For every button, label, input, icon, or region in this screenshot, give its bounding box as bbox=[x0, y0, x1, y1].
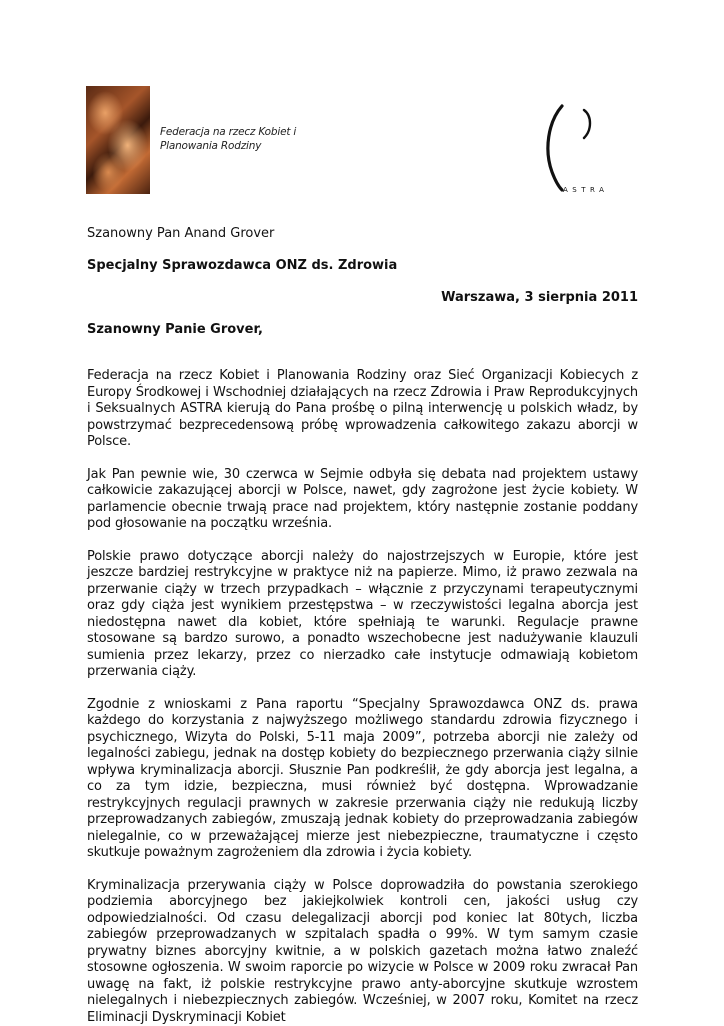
astra-wordmark: ASTRA bbox=[563, 186, 608, 194]
letter-body bbox=[87, 226, 638, 1026]
paragraph-4: Zgodnie z wnioskami z Pana raportu “Specjalny Sprawozdawca ONZ ds. prawa każdego do korzystania z najwyższego możliwego standardu zdrowia fizycznego i psychicznego, Wizyta do Polski, 5-11 maja 2009”, potrzeba aborcji nie zależy od legalności zabiegu, jednak na dostęp kobiety do bezpiecznego przerwania ciąży silnie wpływa kryminalizacja aborcji. Słusznie Pan podkreślił, że gdy aborcja jest legalna, a co za tym idzie, bezpieczna, musi również być dostępna. Wprowadzanie restrykcyjnych regulacji prawnych w zakresie przerwania ciąży nie redukują liczby przeprowadzanych zabiegów, zmuszają jednak kobiety do przeprowadzania zabiegów nielegalnie, co w przeważającej mierze jest niebezpieczne, traumatyczne i często skutkuje poważnym zagrożeniem dla zdrowia i życia kobiety. bbox=[87, 697, 638, 862]
astra-logo-icon bbox=[540, 100, 620, 200]
federation-logo-image bbox=[86, 86, 150, 194]
salutation: Szanowny Panie Grover, bbox=[87, 322, 638, 338]
federation-name-line1: Federacja na rzecz Kobiet i bbox=[160, 125, 296, 139]
addressee: Szanowny Pan Anand Grover bbox=[87, 226, 638, 242]
paragraph-1: Federacja na rzecz Kobiet i Planowania Rodziny oraz Sieć Organizacji Kobiecych z Europy Środkowej i Wschodniej działających na rzecz Zdrowia i Praw Reprodukcyjnych i Seksualnych ASTRA kierują do Pana prośbę o pilną interwencję u polskich władz, by powstrzymać bezprecedensową próbę wprowadzenia całkowitego zakazu aborcji w Polsce. bbox=[87, 368, 638, 451]
addressee-title: Specjalny Sprawozdawca ONZ ds. Zdrowia bbox=[87, 258, 638, 274]
paragraph-5: Kryminalizacja przerywania ciąży w Polsce doprowadziła do powstania szerokiego podziemia aborcyjnego bez jakiejkolwiek kontroli cen, jakości usług czy odpowiedzialności. Od czasu delegalizacji aborcji pod koniec lat 80tych, liczba zabiegów przeprowadzanych w szpitalach spadła o 99%. W tym samym czasie prywatny biznes aborcyjny kwitnie, a w polskich gazetach można łatwo znaleźć stosowne ogłoszenia. W swoim raporcie po wizycie w Polsce w 2009 roku zwracał Pan uwagę na fakt, iż polskie restrykcyjne prawo anty-aborcyjne skutkuje wzrostem nielegalnych i niebezpiecznych zabiegów. Wcześniej, w 2007 roku, Komitet na rzecz Eliminacji Dyskryminacji Kobiet bbox=[87, 878, 638, 1026]
federation-name-line2: Planowania Rodziny bbox=[160, 139, 296, 153]
place-date: Warszawa, 3 sierpnia 2011 bbox=[87, 290, 638, 306]
paragraph-3: Polskie prawo dotyczące aborcji należy do najostrzejszych w Europie, które jest jeszcze bardziej restrykcyjne w praktyce niż na papierze. Mimo, iż prawo zezwala na przerwanie ciąży w trzech przypadkach – włącznie z przyczynami terapeutycznymi oraz gdy ciąża jest wynikiem przestępstwa – w rzeczywistości legalna aborcja jest niedostępna nawet dla kobiet, które spełniają te warunki. Regulacje prawne stosowane są bardzo surowo, a ponadto wszechobecne jest nadużywanie klauzuli sumienia przez lekarzy, przez co nierzadko całe instytucje odmawiają kobietom przerwania ciąży. bbox=[87, 549, 638, 681]
paragraph-2: Jak Pan pewnie wie, 30 czerwca w Sejmie odbyła się debata nad projektem ustawy całkowicie zakazującej aborcji w Polsce, nawet, gdy zagrożone jest życie kobiety. W parlamencie obecnie trwają prace nad projektem, który następnie zostanie poddany pod głosowanie na początku września. bbox=[87, 467, 638, 533]
federation-logo-text bbox=[160, 125, 296, 153]
